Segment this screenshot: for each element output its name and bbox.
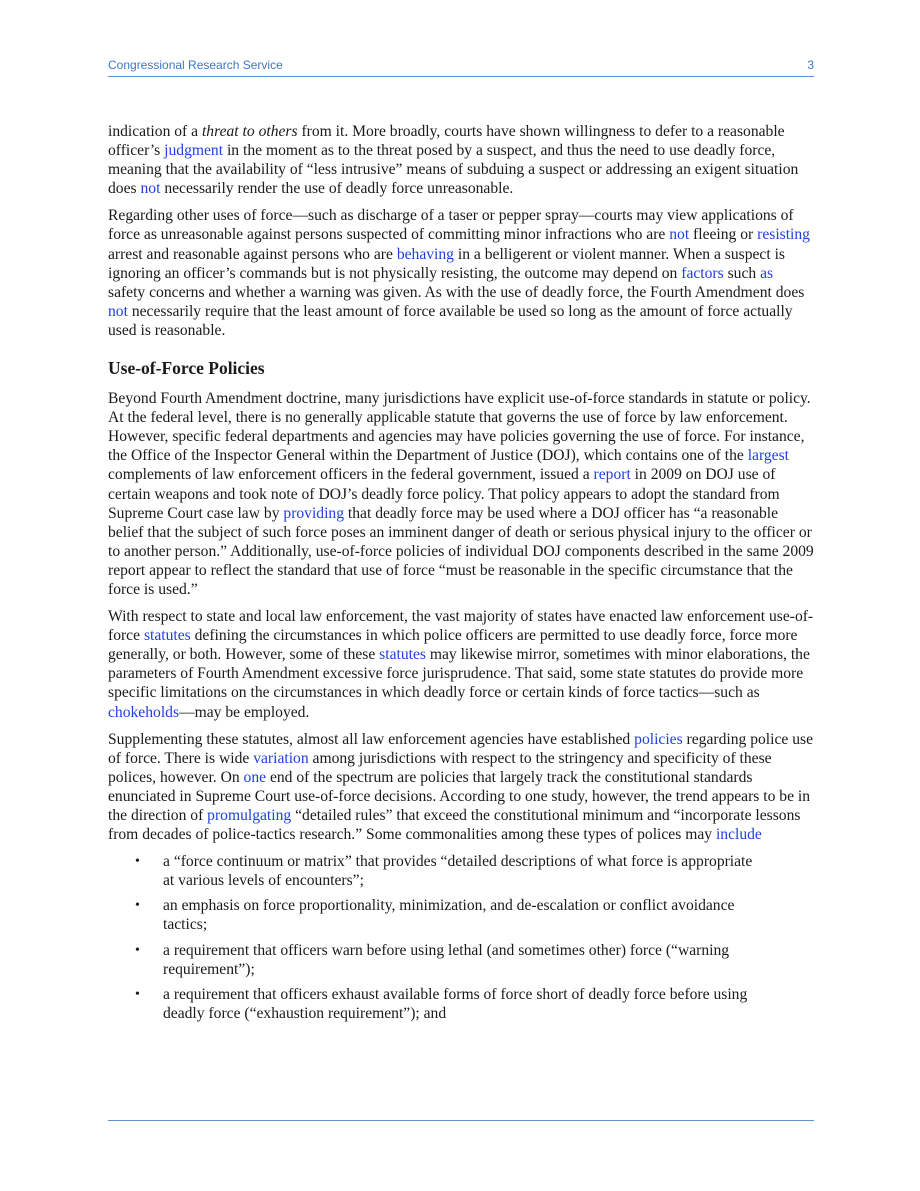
- list-item-text: a requirement that officers exhaust available forms of force short of deadly force before using deadly force (“exhaustion requirement”); and: [163, 985, 748, 1022]
- header-rule: [108, 76, 814, 77]
- link-as[interactable]: as: [760, 264, 774, 282]
- text-run: fleeing or: [689, 226, 758, 244]
- paragraph-3: [108, 389, 814, 599]
- bullet-icon: •: [135, 854, 140, 870]
- link-one[interactable]: one: [243, 768, 267, 786]
- document-body: [108, 122, 814, 1029]
- link-resisting[interactable]: resisting: [757, 226, 810, 244]
- paragraph-2: [108, 206, 814, 340]
- link-variation[interactable]: variation: [253, 749, 309, 767]
- text-run: regarding police use of force. There is wide: [108, 730, 813, 767]
- link-promulgating[interactable]: promulgating: [207, 807, 292, 824]
- link-chokeholds[interactable]: chokeholds: [108, 703, 180, 721]
- text-run: With respect to state and local law enforcement, the vast majority of states have enacted law enforcement use-of-force: [108, 608, 814, 645]
- header-org-name: Congressional Research Service: [108, 58, 283, 72]
- paragraph-5: [108, 730, 814, 845]
- text-run: safety concerns and whether a warning was given. As with the use of deadly force, the Fourth Amendment does: [108, 283, 805, 301]
- text-run: “detailed rules” that exceed the constitutional minimum and “incorporate lessons from decades of police-tactics research.” Some commonalities among these types of polices may: [108, 807, 801, 844]
- link-statutes[interactable]: statutes: [379, 646, 426, 664]
- list-item-text: a “force continuum or matrix” that provides “detailed descriptions of what force is appropriate at various levels of encounters”;: [163, 853, 753, 890]
- list-item: [108, 852, 763, 890]
- text-run: indication of a: [108, 123, 202, 140]
- section-heading: Use-of-Force Policies: [108, 358, 265, 379]
- text-run: in 2009 on DOJ use of certain weapons and took note of DOJ’s deadly force policy. That policy appears to adopt the standard from Supreme Court case law by: [108, 466, 780, 522]
- text-run: such: [723, 264, 761, 282]
- text-run: defining the circumstances in which police officers are permitted to use deadly force, force more generally, or both. However, some of these: [108, 627, 798, 664]
- page-number: 3: [807, 58, 814, 72]
- list-item-text: an emphasis on force proportionality, minimization, and de-escalation or conflict avoidance tactics;: [163, 897, 735, 934]
- text-run: in a belligerent or violent manner. When a suspect is ignoring an officer’s commands but is not physically resisting, the outcome may depend on: [108, 245, 785, 282]
- text-run: among jurisdictions with respect to the stringency and specificity of these polices, however. On: [108, 749, 772, 786]
- link-not[interactable]: not: [669, 226, 690, 244]
- link-report[interactable]: report: [593, 466, 631, 484]
- link-factors[interactable]: factors: [681, 264, 724, 282]
- bullet-icon: •: [135, 898, 140, 914]
- text-run: arrest and reasonable against persons who are: [108, 245, 397, 263]
- text-run: necessarily require that the least amount of force available be used so long as the amount of force actually used is reasonable.: [108, 302, 793, 339]
- emphasis-text: threat to others: [201, 123, 298, 140]
- text-run: Supplementing these statutes, almost all law enforcement agencies have established: [108, 730, 635, 748]
- link-policies[interactable]: policies: [634, 730, 683, 748]
- link-behaving[interactable]: behaving: [396, 245, 454, 263]
- text-run: from it. More broadly, courts have shown willingness to defer to a reasonable officer’s: [108, 123, 785, 160]
- list-item-text: a requirement that officers warn before using lethal (and sometimes other) force (“warning requirement”);: [163, 941, 730, 978]
- footer-rule: [108, 1120, 814, 1121]
- link-largest[interactable]: largest: [747, 447, 790, 465]
- link-not[interactable]: not: [108, 302, 128, 320]
- text-run: may likewise mirror, sometimes with minor elaborations, the parameters of Fourth Amendment excessive force jurisprudence. That said, some state statutes do provide more specific limitations on the circumstances in which deadly force or certain kinds of force tactics—such as: [108, 646, 810, 702]
- text-run: end of the spectrum are policies that largely track the constitutional standards enunciated in Supreme Court use-of-force decisions. According to one study, however, the trend appears to be in the direction of: [108, 768, 811, 824]
- link-statutes[interactable]: statutes: [143, 627, 191, 645]
- link-judgment[interactable]: judgment: [164, 142, 224, 160]
- text-run: —may be employed.: [179, 703, 310, 721]
- list-item: [108, 941, 763, 979]
- bullet-icon: •: [135, 986, 140, 1002]
- bullet-list: [108, 852, 814, 1023]
- link-include[interactable]: include: [715, 826, 762, 844]
- text-run: complements of law enforcement officers in the federal government, issued a: [108, 466, 594, 484]
- bullet-icon: •: [135, 942, 140, 958]
- link-not[interactable]: not: [140, 180, 161, 198]
- text-run: necessarily render the use of deadly force unreasonable.: [160, 180, 514, 198]
- paragraph-1: [108, 122, 814, 198]
- text-run: Beyond Fourth Amendment doctrine, many jurisdictions have explicit use-of-force standards in statute or policy. At the federal level, there is no generally applicable statute that governs the use of force by law enforcement. However, specific federal departments and agencies may have policies governing the use of force. For instance, the Office of the Inspector General within the Department of Justice (DOJ), which contains one of the: [108, 390, 811, 465]
- text-run: that deadly force may be used where a DOJ officer has “a reasonable belief that the subject of such force poses an imminent danger of death or serious physical injury to the officer or to another person.” Additionally, use-of-force policies of individual DOJ components described in the same 2009 report appear to reflect the standard that use of force “must be reasonable in the specific circumstance that the force is used.”: [108, 504, 814, 598]
- text-run: in the moment as to the threat posed by a suspect, and thus the need to use deadly force, meaning that the availability of “less intrusive” means of subduing a suspect or addressing an exigent situation does: [108, 142, 799, 198]
- link-providing[interactable]: providing: [283, 504, 345, 522]
- list-item: [108, 896, 763, 934]
- paragraph-4: [108, 607, 814, 722]
- page-header: [108, 58, 814, 78]
- list-item: [108, 985, 763, 1023]
- text-run: Regarding other uses of force—such as discharge of a taser or pepper spray—courts may view applications of force as unreasonable against persons suspected of committing minor infractions who are: [108, 207, 794, 244]
